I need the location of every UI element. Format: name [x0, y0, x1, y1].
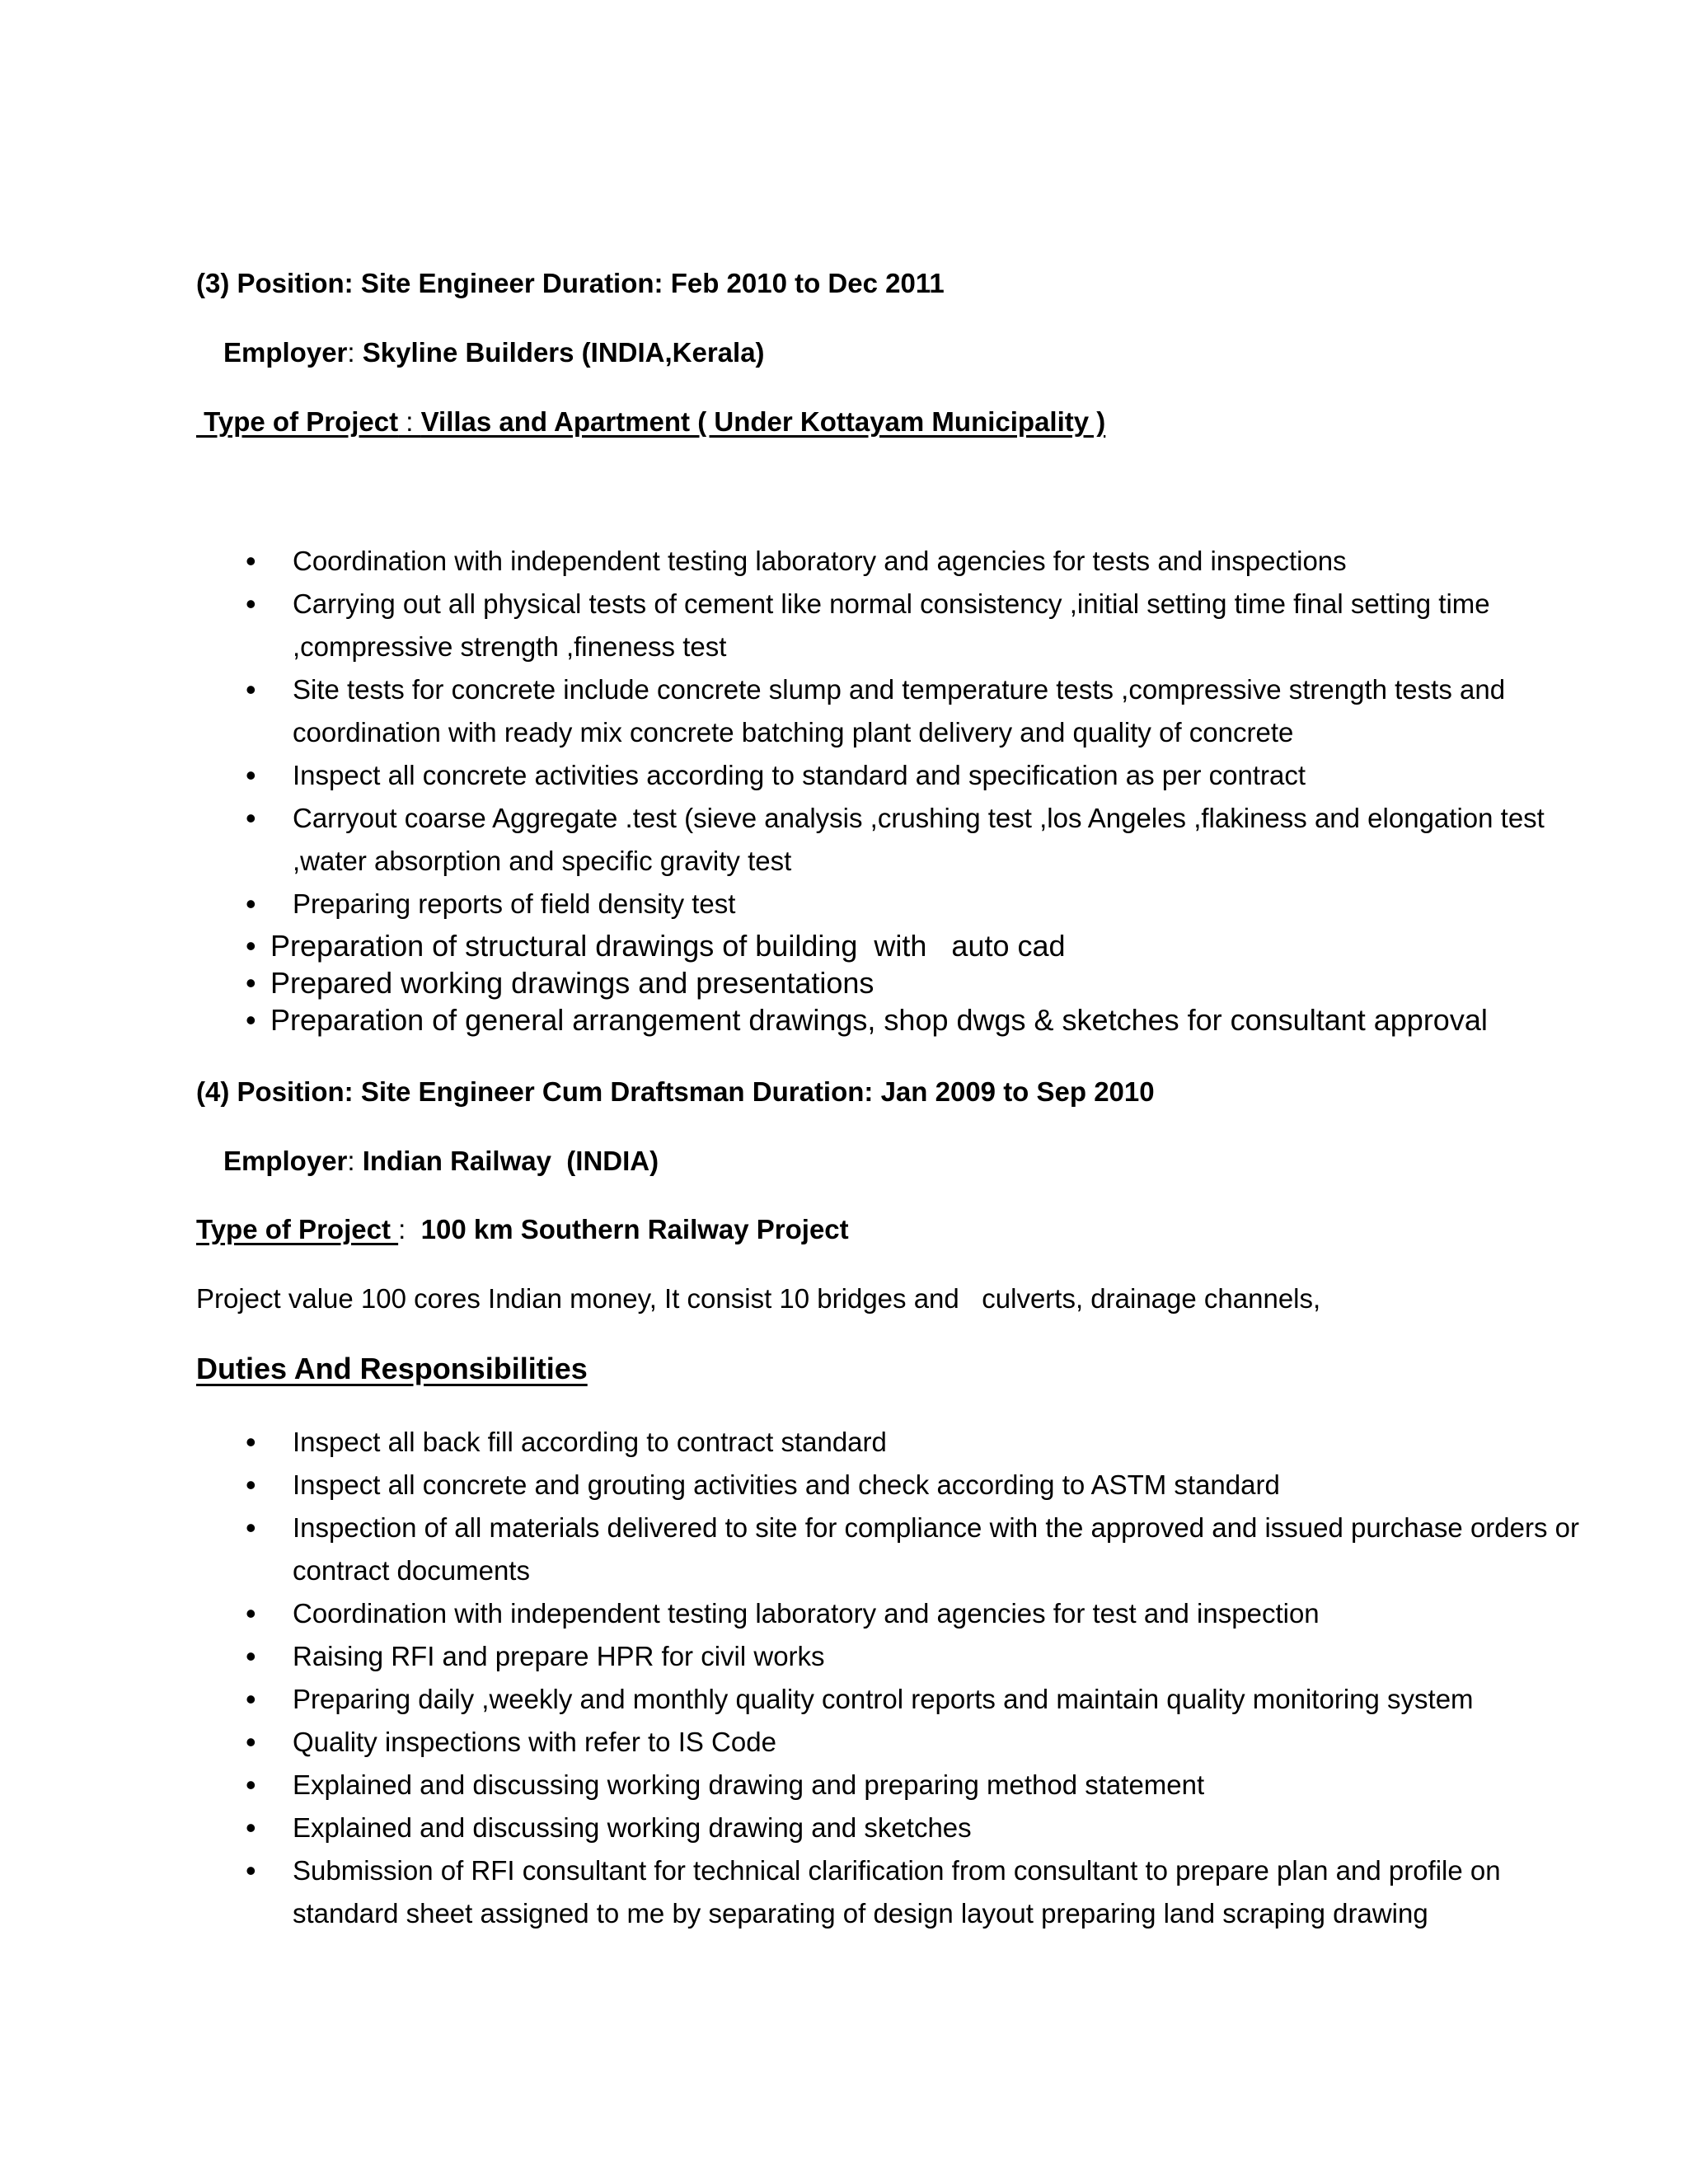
duties-heading: Duties And Responsibilities — [196, 1352, 588, 1385]
employer-value: Indian Railway (INDIA) — [362, 1146, 659, 1176]
job3-employer — [223, 336, 1589, 369]
job3-drawing-tasks-list — [246, 927, 1622, 1038]
project-separator: : — [398, 406, 421, 437]
list-item: • Raising RFI and prepare HPR for civil works — [196, 1635, 1606, 1678]
project-label: Type of Project — [196, 1214, 399, 1244]
list-item: • Coordination with independent testing laboratory and agencies for tests and inspections — [196, 540, 1606, 583]
list-item: • Preparation of structural drawings of building with auto cad — [246, 927, 1622, 964]
list-item: • Explained and discussing working drawing and preparing method statement — [196, 1764, 1606, 1807]
job4-project-description: Project value 100 cores Indian money, It consist 10 bridges and culverts, drainage channels, — [196, 1283, 1321, 1314]
project-separator: : — [398, 1214, 421, 1244]
list-item: • Inspect all concrete activities according to standard and specification as per contract — [196, 754, 1606, 797]
list-item: • Quality inspections with refer to IS Code — [196, 1721, 1606, 1764]
job3-project-type — [196, 405, 1589, 438]
job4-project-type — [196, 1213, 1589, 1246]
list-item: • Preparing reports of field density test — [196, 883, 1606, 926]
employer-separator: : — [347, 1146, 363, 1176]
list-item: • Carryout coarse Aggregate .test (sieve analysis ,crushing test ,los Angeles ,flakiness and elongation test ,water absorption and specific gravity test — [196, 797, 1606, 883]
job4-employer — [223, 1145, 1589, 1178]
employer-label: Employer — [223, 1146, 348, 1176]
list-item: • Inspection of all materials delivered to site for compliance with the approved and issued purchase orders or contract documents — [196, 1507, 1606, 1592]
employer-label: Employer — [223, 337, 348, 368]
job3-duties-list — [196, 540, 1606, 926]
list-item: • Coordination with independent testing laboratory and agencies for test and inspection — [196, 1592, 1606, 1635]
job4-duties-list — [196, 1421, 1606, 1935]
employer-separator: : — [347, 337, 363, 368]
list-item: • Explained and discussing working drawing and sketches — [196, 1807, 1606, 1849]
list-item: • Inspect all concrete and grouting activities and check according to ASTM standard — [196, 1464, 1606, 1507]
list-item: • Site tests for concrete include concrete slump and temperature tests ,compressive strength tests and coordination with ready mix concrete batching plant delivery and quality of concrete — [196, 668, 1606, 754]
project-label: Type of Project — [196, 406, 399, 437]
list-item: • Inspect all back fill according to contract standard — [196, 1421, 1606, 1464]
list-item: • Preparation of general arrangement drawings, shop dwgs & sketches for consultant approval — [246, 1001, 1622, 1038]
employer-value: Skyline Builders (INDIA,Kerala) — [362, 337, 765, 368]
job3-position-line: (3) Position: Site Engineer Duration: Feb 2010 to Dec 2011 — [196, 268, 945, 298]
list-item: • Prepared working drawings and presentations — [246, 964, 1622, 1001]
list-item: • Submission of RFI consultant for technical clarification from consultant to prepare plan and profile on standard sheet assigned to me by separating of design layout preparing land scraping drawing — [196, 1849, 1606, 1935]
list-item: • Preparing daily ,weekly and monthly quality control reports and maintain quality monitoring system — [196, 1678, 1606, 1721]
project-value: 100 km Southern Railway Project — [420, 1214, 849, 1244]
job4-position-line: (4) Position: Site Engineer Cum Draftsman Duration: Jan 2009 to Sep 2010 — [196, 1076, 1155, 1107]
list-item: • Carrying out all physical tests of cement like normal consistency ,initial setting time final setting time ,compressive strength ,fineness test — [196, 583, 1606, 668]
project-value: Villas and Apartment ( Under Kottayam Municipality ) — [420, 406, 1106, 437]
